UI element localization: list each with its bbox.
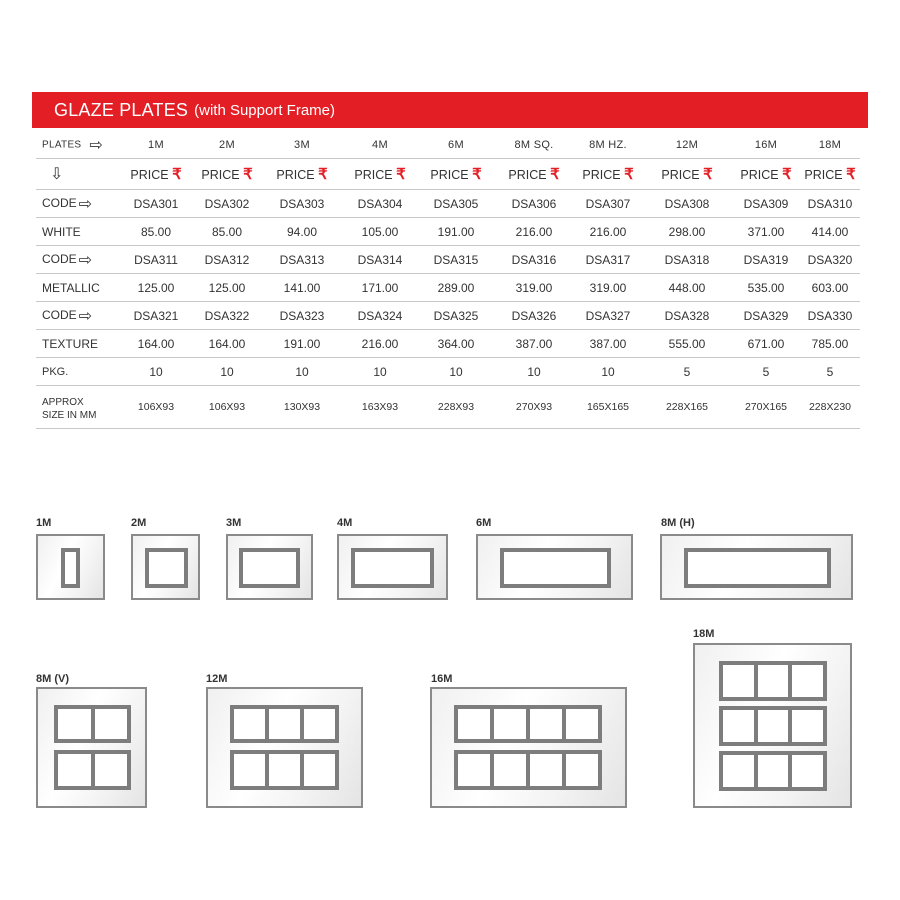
- plate-1m: [36, 534, 105, 600]
- table-cell: DSA319: [732, 246, 800, 274]
- table-cell: DSA313: [262, 246, 342, 274]
- table-cell: DSA322: [192, 302, 262, 330]
- plate-8m-v: [36, 687, 147, 808]
- header-banner: [32, 92, 868, 128]
- plates-label: PLATES: [42, 139, 82, 151]
- table-cell: 164.00: [192, 330, 262, 358]
- plate-label-8m-v: 8M (V): [36, 673, 69, 685]
- table-cell: 164.00: [120, 330, 192, 358]
- plate-label-3m: 3M: [226, 517, 242, 529]
- plate-8m-h: [660, 534, 853, 600]
- table-cell: 191.00: [262, 330, 342, 358]
- plate-slot-row: [454, 750, 602, 790]
- row-label: CODE: [42, 307, 77, 322]
- table-cell: 85.00: [192, 218, 262, 246]
- table-cell: 216.00: [574, 218, 642, 246]
- plate-slot-row: [54, 705, 131, 743]
- table-cell: 105.00: [342, 218, 418, 246]
- arrow-down-icon: ⇩: [50, 166, 64, 183]
- plate-slot-row: [719, 706, 827, 746]
- arrow-right-icon: ⇨: [89, 137, 104, 154]
- column-header: 8M HZ.: [574, 132, 642, 159]
- price-header: [574, 159, 642, 190]
- table-cell: DSA302: [192, 190, 262, 218]
- plate-slot-row: [54, 750, 131, 790]
- rupee-icon: ₹: [782, 166, 792, 183]
- plate-16m: [430, 687, 627, 808]
- table-cell: DSA329: [732, 302, 800, 330]
- price-header: [494, 159, 574, 190]
- price-header: [418, 159, 494, 190]
- table-cell: 319.00: [494, 274, 574, 302]
- table-cell: 10: [192, 358, 262, 386]
- arrow-right-icon: ⇨: [78, 251, 93, 269]
- column-header: 1M: [120, 132, 192, 159]
- table-cell: 228X165: [642, 386, 732, 429]
- table-cell: 298.00: [642, 218, 732, 246]
- plate-slot-row: [230, 750, 339, 790]
- table-cell: 141.00: [262, 274, 342, 302]
- rupee-icon: ₹: [318, 166, 328, 183]
- table-row-size: [36, 386, 860, 429]
- table-row-metallic: [36, 274, 860, 302]
- table-cell: DSA311: [120, 246, 192, 274]
- row-label: SIZE IN MM: [42, 410, 97, 421]
- table-cell: 106X93: [192, 386, 262, 429]
- price-label: PRICE: [430, 168, 469, 182]
- plate-label-18m: 18M: [693, 628, 715, 640]
- table-cell: 603.00: [800, 274, 860, 302]
- table-cell: DSA306: [494, 190, 574, 218]
- table-cell: 387.00: [574, 330, 642, 358]
- table-row-pkg: [36, 358, 860, 386]
- rupee-icon: ₹: [172, 166, 182, 183]
- column-header: 16M: [732, 132, 800, 159]
- rupee-icon: ₹: [624, 166, 634, 183]
- plate-slot-row: [719, 661, 827, 701]
- table-cell: 785.00: [800, 330, 860, 358]
- plate-6m: [476, 534, 633, 600]
- table-cell: 5: [732, 358, 800, 386]
- table-cell: 289.00: [418, 274, 494, 302]
- table-cell: DSA305: [418, 190, 494, 218]
- price-label: PRICE: [582, 168, 621, 182]
- table-cell: DSA325: [418, 302, 494, 330]
- plate-label-2m: 2M: [131, 517, 147, 529]
- price-label: PRICE: [276, 168, 315, 182]
- price-label: PRICE: [661, 168, 700, 182]
- price-header: [642, 159, 732, 190]
- table-cell: 216.00: [494, 218, 574, 246]
- row-label: CODE: [42, 251, 77, 266]
- rupee-icon: ₹: [550, 166, 560, 183]
- row-label: TEXTURE: [36, 330, 120, 358]
- row-label-cell: [36, 246, 120, 274]
- plate-label-8m-h: 8M (H): [661, 517, 695, 529]
- row-label: WHITE: [36, 218, 120, 246]
- table-cell: DSA320: [800, 246, 860, 274]
- price-header: [800, 159, 860, 190]
- column-header: 4M: [342, 132, 418, 159]
- plate-slot: [500, 548, 611, 588]
- plate-slot: [145, 548, 188, 588]
- table-cell: 5: [642, 358, 732, 386]
- table-cell: DSA328: [642, 302, 732, 330]
- price-header: [262, 159, 342, 190]
- table-cell: 106X93: [120, 386, 192, 429]
- table-cell: DSA323: [262, 302, 342, 330]
- table-cell: DSA324: [342, 302, 418, 330]
- row-label: CODE: [42, 195, 77, 210]
- table-cell: 216.00: [342, 330, 418, 358]
- table-cell: 94.00: [262, 218, 342, 246]
- table-cell: 5: [800, 358, 860, 386]
- row-label-cell: [36, 302, 120, 330]
- table-cell: DSA304: [342, 190, 418, 218]
- plate-slot-row: [719, 751, 827, 791]
- table-cell: 270X165: [732, 386, 800, 429]
- table-row-code-white: [36, 190, 860, 218]
- arrow-right-icon: ⇨: [78, 307, 93, 325]
- row-label: PKG.: [36, 358, 120, 386]
- table-row-code-texture: [36, 302, 860, 330]
- column-header: 2M: [192, 132, 262, 159]
- price-header: [732, 159, 800, 190]
- rupee-icon: ₹: [846, 166, 856, 183]
- plate-slot: [61, 548, 80, 588]
- banner-subtitle: (with Support Frame): [194, 101, 335, 119]
- column-header: 3M: [262, 132, 342, 159]
- table-cell: 125.00: [120, 274, 192, 302]
- table-row-white: [36, 218, 860, 246]
- table-cell: 364.00: [418, 330, 494, 358]
- arrow-down-cell: [36, 159, 120, 190]
- plate-3m: [226, 534, 313, 600]
- column-header: 6M: [418, 132, 494, 159]
- price-table: [36, 132, 860, 429]
- table-cell: 319.00: [574, 274, 642, 302]
- table-cell: DSA301: [120, 190, 192, 218]
- price-header-row: [36, 159, 860, 190]
- rupee-icon: ₹: [703, 166, 713, 183]
- row-label: METALLIC: [36, 274, 120, 302]
- price-header: [120, 159, 192, 190]
- table-cell: DSA315: [418, 246, 494, 274]
- table-cell: DSA326: [494, 302, 574, 330]
- table-cell: 371.00: [732, 218, 800, 246]
- table-cell: 228X93: [418, 386, 494, 429]
- table-cell: 270X93: [494, 386, 574, 429]
- plates-label-cell: [36, 132, 120, 159]
- table-cell: 387.00: [494, 330, 574, 358]
- table-cell: DSA317: [574, 246, 642, 274]
- price-header: [342, 159, 418, 190]
- table-cell: DSA312: [192, 246, 262, 274]
- table-cell: 10: [342, 358, 418, 386]
- table-cell: DSA330: [800, 302, 860, 330]
- table-cell: 10: [494, 358, 574, 386]
- table-cell: DSA316: [494, 246, 574, 274]
- table-cell: DSA308: [642, 190, 732, 218]
- plate-4m: [337, 534, 448, 600]
- plate-12m: [206, 687, 363, 808]
- table-cell: 171.00: [342, 274, 418, 302]
- plate-label-6m: 6M: [476, 517, 492, 529]
- header-row: [36, 132, 860, 159]
- table-cell: 414.00: [800, 218, 860, 246]
- column-header: 8M SQ.: [494, 132, 574, 159]
- table-cell: 555.00: [642, 330, 732, 358]
- table-cell: 125.00: [192, 274, 262, 302]
- price-label: PRICE: [508, 168, 547, 182]
- table-cell: 10: [574, 358, 642, 386]
- price-label: PRICE: [354, 168, 393, 182]
- rupee-icon: ₹: [243, 166, 253, 183]
- plate-slot: [684, 548, 831, 588]
- plate-label-12m: 12M: [206, 673, 228, 685]
- banner-title: GLAZE PLATES: [54, 99, 189, 120]
- table-cell: 535.00: [732, 274, 800, 302]
- plate-2m: [131, 534, 200, 600]
- price-header: [192, 159, 262, 190]
- plate-18m: [693, 643, 852, 808]
- table-cell: DSA318: [642, 246, 732, 274]
- table-cell: DSA321: [120, 302, 192, 330]
- table-cell: 85.00: [120, 218, 192, 246]
- table-cell: DSA327: [574, 302, 642, 330]
- table-cell: 163X93: [342, 386, 418, 429]
- table-cell: 228X230: [800, 386, 860, 429]
- table-cell: 191.00: [418, 218, 494, 246]
- row-label: APPROX: [42, 397, 84, 408]
- table-cell: DSA309: [732, 190, 800, 218]
- arrow-right-icon: ⇨: [78, 195, 93, 213]
- column-header: 18M: [800, 132, 860, 159]
- table-cell: DSA307: [574, 190, 642, 218]
- row-label-cell: [36, 190, 120, 218]
- table-row-code-metallic: [36, 246, 860, 274]
- table-cell: 10: [262, 358, 342, 386]
- table-cell: 671.00: [732, 330, 800, 358]
- plate-slot-row: [230, 705, 339, 743]
- plate-label-4m: 4M: [337, 517, 353, 529]
- table-cell: DSA314: [342, 246, 418, 274]
- column-header: 12M: [642, 132, 732, 159]
- table-row-texture: [36, 330, 860, 358]
- plate-label-1m: 1M: [36, 517, 52, 529]
- table-cell: 448.00: [642, 274, 732, 302]
- price-label: PRICE: [804, 168, 843, 182]
- plate-slot-row: [454, 705, 602, 743]
- price-label: PRICE: [201, 168, 240, 182]
- table-cell: DSA310: [800, 190, 860, 218]
- table-cell: DSA303: [262, 190, 342, 218]
- rupee-icon: ₹: [396, 166, 406, 183]
- table-cell: 10: [418, 358, 494, 386]
- table-cell: 130X93: [262, 386, 342, 429]
- row-label-cell: [36, 386, 120, 429]
- rupee-icon: ₹: [472, 166, 482, 183]
- table-cell: 10: [120, 358, 192, 386]
- price-label: PRICE: [130, 168, 169, 182]
- plate-slot: [351, 548, 434, 588]
- price-label: PRICE: [740, 168, 779, 182]
- plate-slot: [239, 548, 300, 588]
- table-cell: 165X165: [574, 386, 642, 429]
- plate-label-16m: 16M: [431, 673, 453, 685]
